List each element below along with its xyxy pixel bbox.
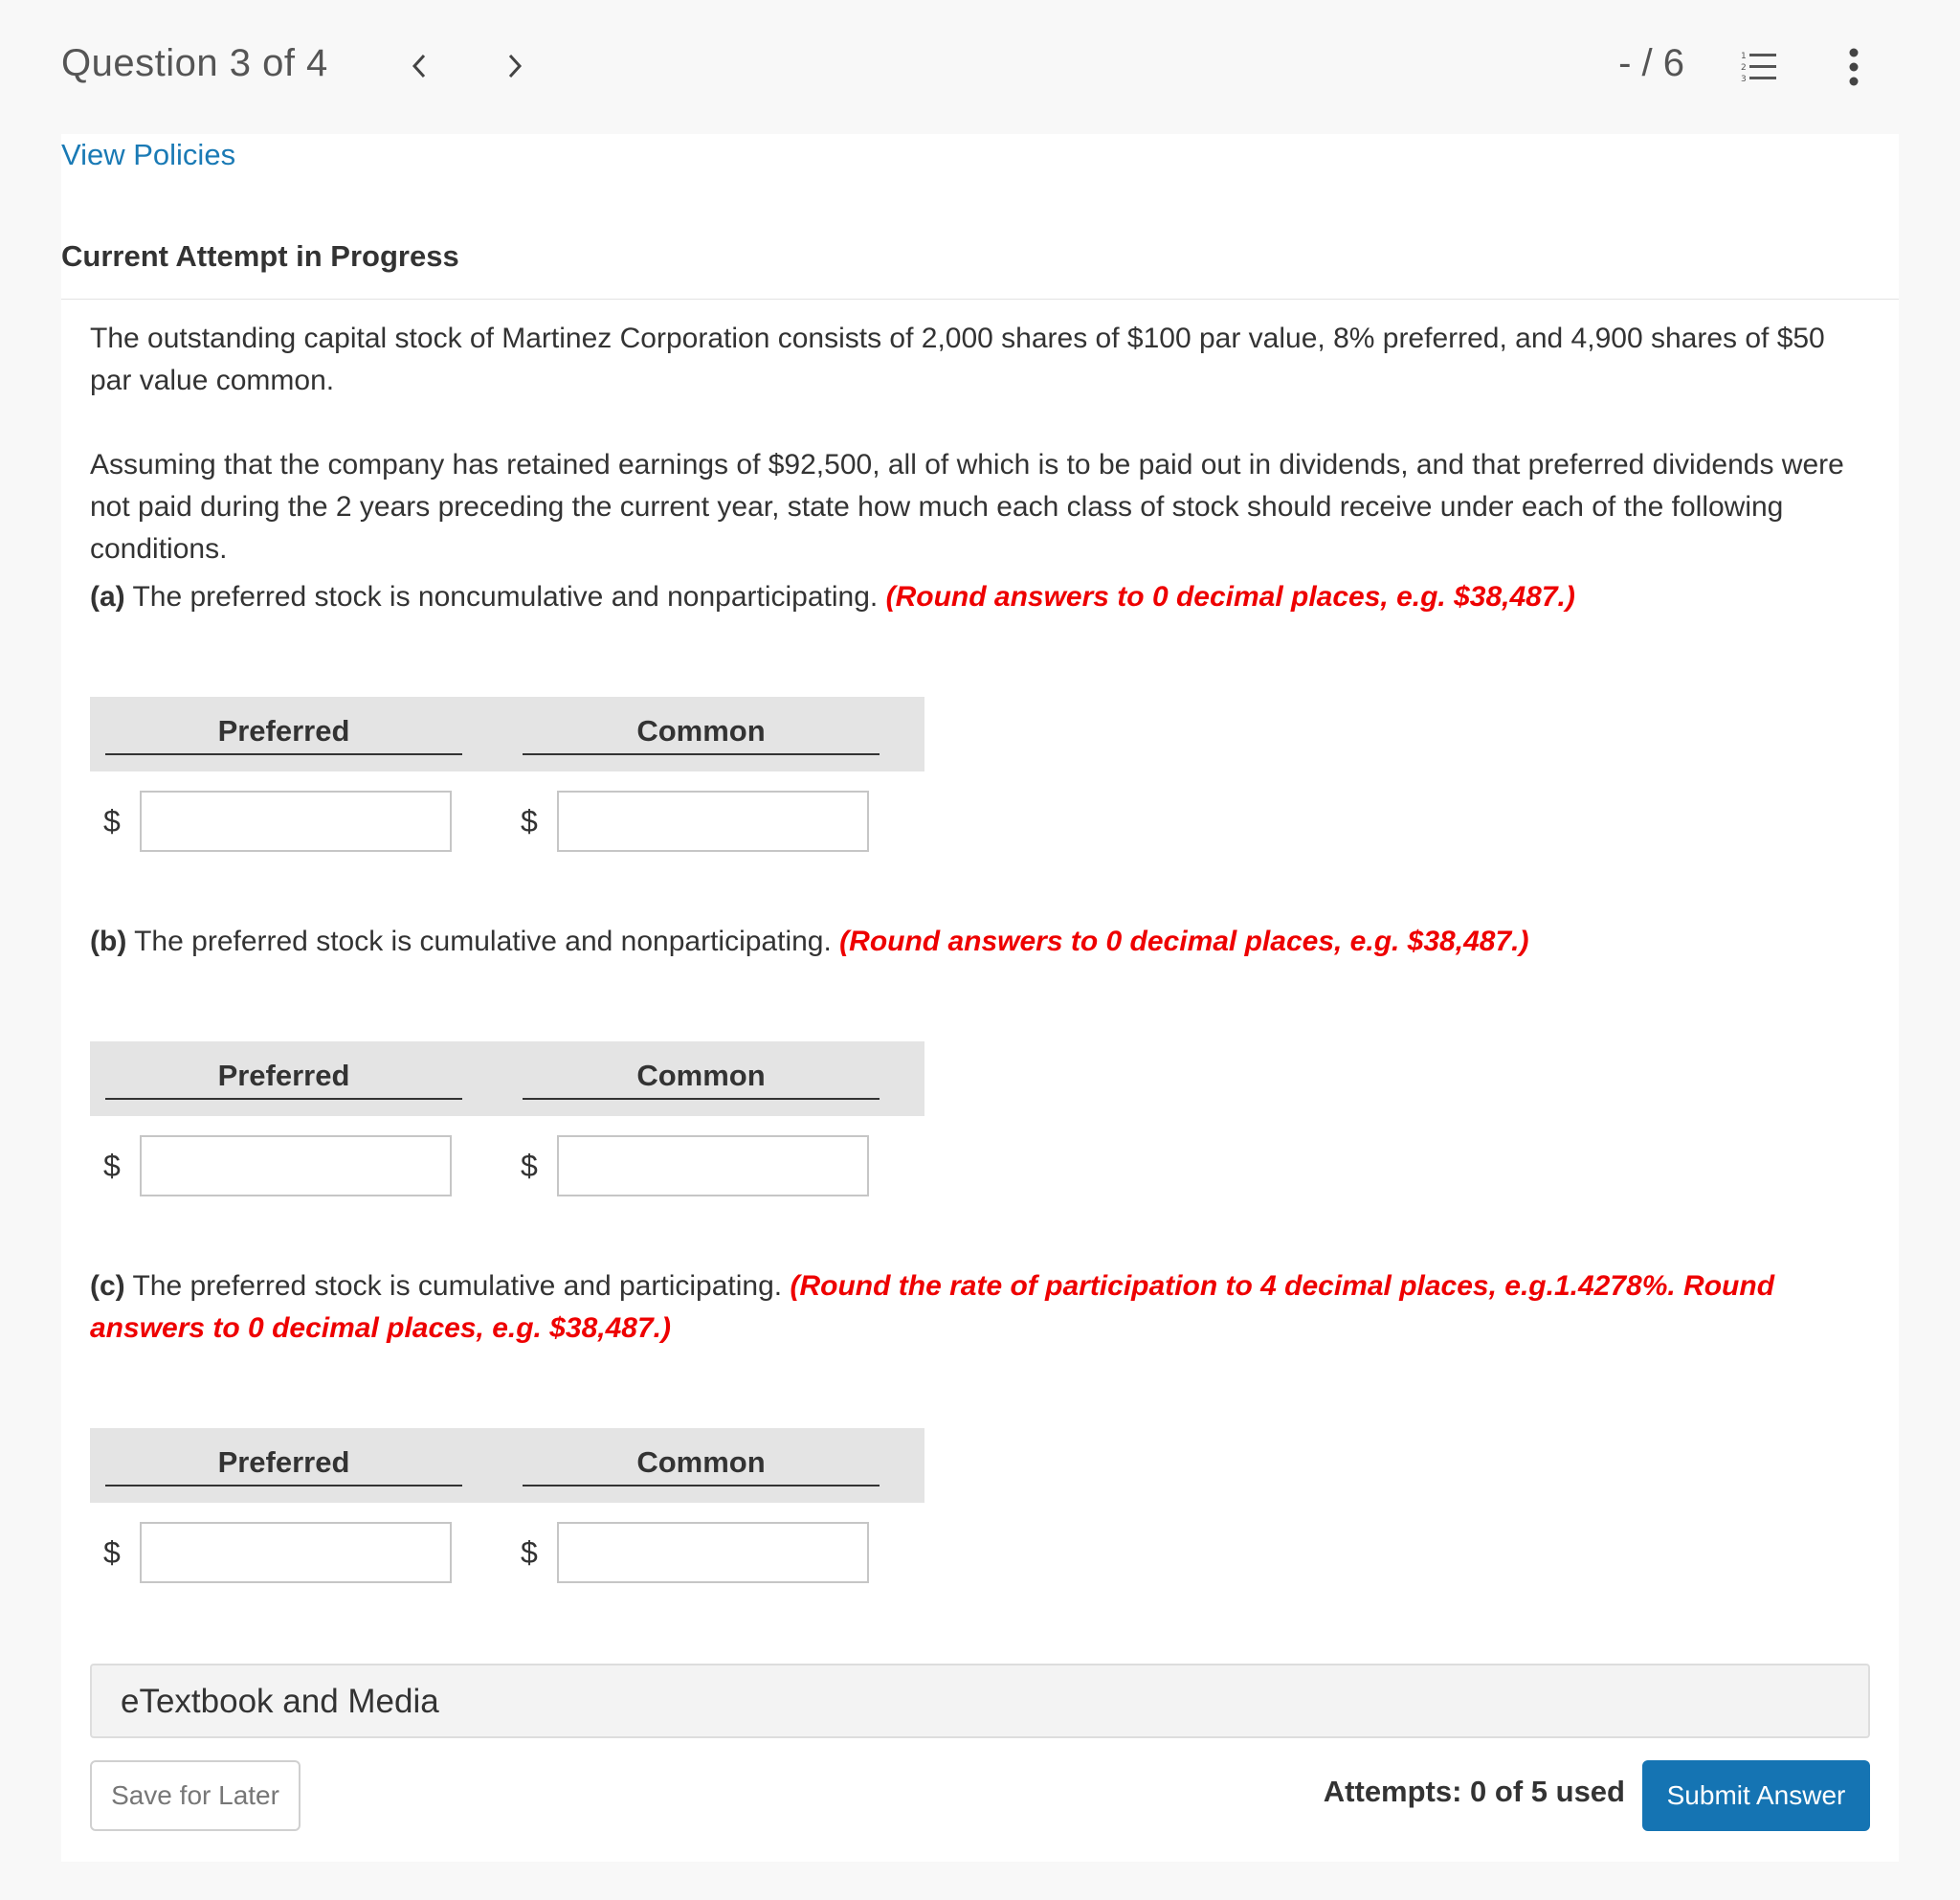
currency-symbol: $: [521, 1149, 538, 1183]
currency-symbol: $: [521, 1535, 538, 1570]
part-a-answer-table: [90, 697, 924, 867]
part-b-answer-table: [90, 1041, 924, 1212]
common-column-header: [523, 697, 880, 771]
preferred-column-header: [105, 1041, 462, 1116]
header-underline: [523, 1098, 880, 1100]
common-column-header: [523, 1041, 880, 1116]
currency-symbol: $: [103, 804, 121, 838]
preferred-header-label: Preferred: [217, 1445, 350, 1479]
header-underline: [105, 1098, 462, 1100]
submit-answer-button[interactable]: Submit Answer: [1642, 1760, 1870, 1831]
answer-input-row: [90, 771, 924, 867]
part-text: The preferred stock is noncumulative and nonparticipating.: [132, 581, 879, 613]
part-c-answer-table: [90, 1428, 924, 1598]
attempt-heading: Current Attempt in Progress: [61, 239, 459, 273]
rounding-instruction: (Round the rate of participation to 4 decimal places, e.g.1.4278%. Round answers to 0 decimal places, e.g. $38,487.): [90, 1270, 1775, 1344]
common-header-label: Common: [636, 1059, 766, 1092]
question-panel: [61, 134, 1899, 1862]
answer-input-row: [90, 1503, 924, 1598]
question-header: [0, 0, 1960, 134]
etextbook-media-panel[interactable]: [90, 1664, 1870, 1738]
column-header-row: [90, 697, 924, 771]
more-vertical-icon[interactable]: [1838, 48, 1870, 86]
part-label: (b): [90, 926, 127, 957]
rounding-instruction: (Round answers to 0 decimal places, e.g. $38,487.): [839, 926, 1529, 957]
common-header-label: Common: [636, 714, 766, 748]
preferred-column-header: [105, 697, 462, 771]
part-a-common-input[interactable]: [557, 791, 869, 852]
header-underline: [523, 753, 880, 755]
problem-paragraph-2: Assuming that the company has retained earnings of $92,500, all of which is to be paid out in dividends, and that preferred dividends were not paid during the 2 years preceding the current year, state how much each class of stock should receive under each of the following conditions.: [90, 449, 1844, 565]
preferred-header-label: Preferred: [217, 714, 350, 748]
part-label: (c): [90, 1270, 125, 1302]
common-column-header: [523, 1428, 880, 1503]
problem-paragraph-1: The outstanding capital stock of Martinez Corporation consists of 2,000 shares of $100 par value, 8% preferred, and 4,900 shares of $50 par value common.: [90, 323, 1825, 396]
svg-text:2: 2: [1741, 63, 1747, 73]
part-c-preferred-input[interactable]: [140, 1522, 452, 1583]
part-c-question: [90, 1265, 1870, 1350]
currency-symbol: $: [103, 1535, 121, 1570]
preferred-header-label: Preferred: [217, 1059, 350, 1092]
part-label: (a): [90, 581, 125, 613]
question-counter: Question 3 of 4: [61, 42, 328, 84]
common-header-label: Common: [636, 1445, 766, 1479]
column-header-row: [90, 1041, 924, 1116]
chevron-left-icon: [409, 52, 430, 80]
part-b-common-input[interactable]: [557, 1135, 869, 1196]
currency-symbol: $: [103, 1149, 121, 1183]
divider: [61, 299, 1899, 300]
svg-text:1: 1: [1741, 52, 1747, 61]
previous-question-button[interactable]: [400, 42, 438, 90]
rounding-instruction: (Round answers to 0 decimal places, e.g. $38,487.): [885, 581, 1575, 613]
header-underline: [523, 1485, 880, 1486]
preferred-column-header: [105, 1428, 462, 1503]
part-text: The preferred stock is cumulative and participating.: [132, 1270, 783, 1302]
part-c-common-input[interactable]: [557, 1522, 869, 1583]
chevron-right-icon: [504, 52, 525, 80]
header-underline: [105, 753, 462, 755]
part-text: The preferred stock is cumulative and nonparticipating.: [134, 926, 832, 957]
view-policies-link[interactable]: View Policies: [61, 138, 236, 171]
answer-input-row: [90, 1116, 924, 1212]
header-underline: [105, 1485, 462, 1486]
next-question-button[interactable]: [496, 42, 534, 90]
part-a-question: [90, 576, 1870, 618]
attempts-counter: Attempts: 0 of 5 used: [1323, 1775, 1625, 1808]
part-b-question: [90, 921, 1870, 963]
currency-symbol: $: [521, 804, 538, 838]
question-score: - / 6: [1618, 42, 1684, 84]
column-header-row: [90, 1428, 924, 1503]
part-a-preferred-input[interactable]: [140, 791, 452, 852]
part-b-preferred-input[interactable]: [140, 1135, 452, 1196]
etextbook-label: eTextbook and Media: [121, 1683, 439, 1720]
svg-text:3: 3: [1741, 75, 1747, 84]
save-for-later-button[interactable]: Save for Later: [90, 1760, 301, 1831]
numbered-list-icon[interactable]: [1740, 48, 1778, 86]
